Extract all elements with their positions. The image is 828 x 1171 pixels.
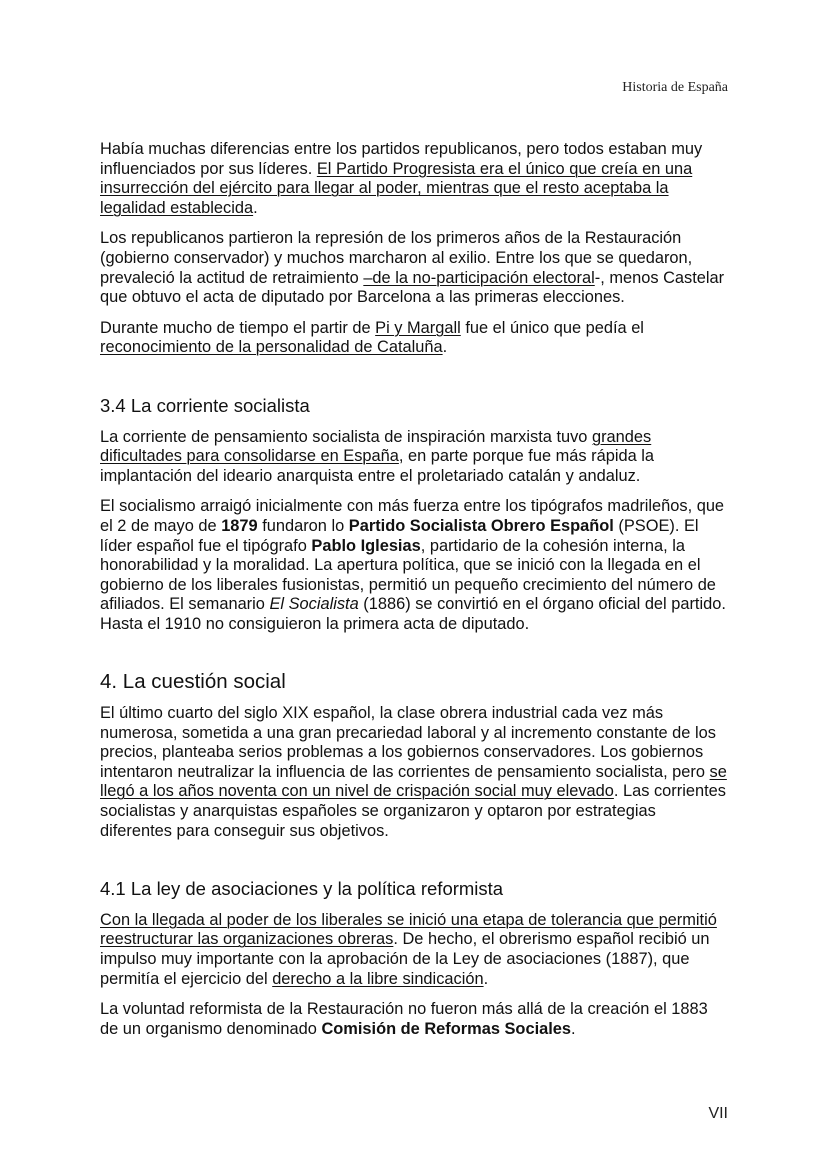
page-number: VII [708,1105,728,1122]
text: -, menos Castelar que obtuvo el acta de diputado por Barcelona a las primeras elecciones. [100,268,725,307]
text: (PSOE). El líder español fue el tipógrafo [100,516,699,555]
text: (1886) se convirtió en el órgano oficial del partido. Hasta el 1910 no consiguieron la primera acta de diputado. [100,595,726,633]
section-heading-4-1: 4.1 La ley de asociaciones y la política reformista [100,878,504,900]
paragraph-psoe [100,497,730,634]
text: . Las corrientes socialistas y anarquistas españoles se organizaron y optaron por estrategias diferentes para conseguir sus objetivos. [100,782,726,840]
underlined-text: reconocimiento de la personalidad de Cataluña [100,338,443,357]
text: Durante mucho de tiempo el partir de [100,318,376,337]
underlined-text: derecho a la libre sindicación [272,969,484,988]
paragraph-corriente-socialista [100,428,730,487]
section-heading-3-4: 3.4 La corriente socialista [100,394,310,416]
underlined-text: El Partido Progresista era el único que creía en una insurrección del ejército para llegar al poder, mientras que el resto aceptaba la legalidad establecida [100,159,693,217]
paragraph-republicanos-diferencias [100,140,730,218]
running-header: Historia de España [622,80,728,95]
underlined-text: Con la llegada al poder de los liberales se inició una etapa de tolerancia que permitió reestructurar las organizaciones obreras [100,910,717,949]
bold-text: Partido Socialista Obrero Español [348,516,614,535]
text: El último cuarto del siglo XIX español, la clase obrera industrial cada vez más numerosa, sometida a una gran precariedad laboral y al incremento constante de los precios, planteaba serios problemas a los gobiernos conservadores. Los gobiernos intentaron neutralizar la influencia de las corrientes de pensamiento socialista, pero [100,704,716,781]
paragraph-ley-asociaciones [100,911,730,989]
text: Había muchas diferencias entre los partidos republicanos, pero todos estaban muy influenciados por sus líderes. [100,140,703,178]
text: . De hecho, el obrerismo español recibió un impulso muy importante con la aprobación de la Ley de asociaciones (1887), que permitía el ejercicio del [100,930,710,988]
text: . [571,1019,576,1038]
text: . [253,198,258,217]
text: La voluntad reformista de la Restauración no fueron más allá de la creación el 1883 de un organismo denominado [100,1000,708,1038]
underlined-text: grandes dificultades para consolidarse en España [100,427,652,466]
paragraph-republicanos-represion [100,229,730,307]
section-heading-4: 4. La cuestión social [100,670,286,694]
paragraph-comision-reformas [100,1000,730,1039]
bold-text: Comisión de Reformas Sociales [321,1019,572,1038]
bold-text: 1879 [221,516,258,535]
text: Los republicanos partieron la represión de los primeros años de la Restauración (gobierno conservador) y muchos marcharon al exilio. Entre los que se quedaron, prevaleció la actitud de retraimiento [100,229,693,287]
paragraph-pi-y-margall [100,319,730,358]
text: . [483,969,489,988]
text: . [442,338,448,357]
text: fundaron lo [257,516,349,535]
italic-text: El Socialista [269,595,359,614]
bold-text: Pablo Iglesias [311,536,421,555]
text: La corriente de pensamiento socialista de inspiración marxista tuvo [100,427,592,446]
underlined-text: Pi y Margall [375,318,461,337]
text: El socialismo arraigó inicialmente con más fuerza entre los tipógrafos madrileños, que el 2 de mayo de [100,497,725,535]
paragraph-cuestion-social [100,704,730,841]
text: , en parte porque fue más rápida la implantación del ideario anarquista entre el proletariado catalán y andaluz. [100,447,655,485]
underlined-text: –de la no-participación electoral [363,268,595,287]
text: , partidario de la cohesión interna, la honorabilidad y la moralidad. La apertura política, que se inició con la llegada en el gobierno de los liberales fusionistas, permitió un pequeño crecimiento del número de afiliados. El semanario [100,536,716,614]
underlined-text: se llegó a los años noventa con un nivel de crispación social muy elevado [100,762,727,801]
page-content [100,140,730,1050]
text: fue el único que pedía el [460,318,644,337]
